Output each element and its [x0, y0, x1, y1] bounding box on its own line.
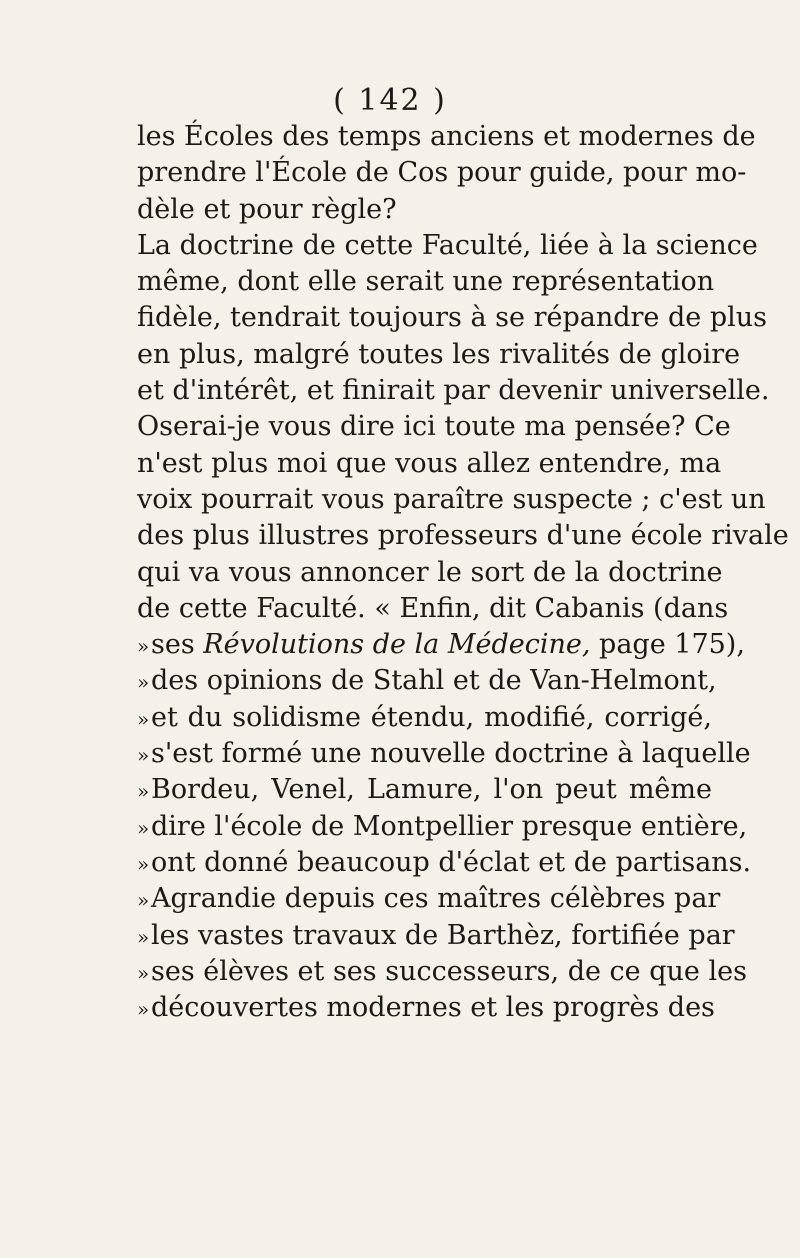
- quote-line: [137, 881, 721, 917]
- quote-line: [137, 954, 747, 990]
- text-line: en plus, malgré toutes les rivalités de gloire: [137, 338, 741, 370]
- text-line: fidèle, tendrait toujours à se répandre de plus: [137, 302, 767, 334]
- quote-line: [137, 663, 717, 699]
- quote-text: s'est formé une nouvelle doctrine à laquelle: [151, 738, 751, 770]
- quote-mark: »: [137, 779, 150, 804]
- quote-mark: »: [137, 888, 150, 913]
- quote-mark: »: [137, 997, 150, 1022]
- quote-line: [137, 990, 715, 1026]
- quote-text: ses élèves et ses successeurs, de ce que les: [151, 955, 747, 987]
- quote-text: des opinions de Stahl et de Van-Helmont,: [151, 665, 717, 697]
- quote-line: [137, 845, 752, 881]
- quote-text: les vastes travaux de Barthèz, fortifiée par: [151, 919, 735, 951]
- page-number: ( 142 ): [333, 83, 447, 118]
- quote-text: Bordeu, Venel, Lamure, l'on peut même: [151, 774, 712, 806]
- quote-mark: »: [137, 851, 150, 876]
- quote-line: [137, 772, 712, 808]
- text-line: qui va vous annoncer le sort de la doctrine: [137, 556, 723, 588]
- quote-text: découvertes modernes et les progrès des: [151, 992, 715, 1024]
- quote-line: [137, 809, 748, 845]
- quote-mark: »: [137, 960, 150, 985]
- text-line: les Écoles des temps anciens et modernes de: [137, 121, 756, 152]
- text-line: La doctrine de cette Faculté, liée à la science: [137, 229, 758, 261]
- text-line: prendre l'École de Cos pour guide, pour mo-: [137, 157, 747, 189]
- body-text: [137, 119, 789, 1026]
- text-line: même, dont elle serait une représentation: [137, 266, 715, 298]
- quote-line: [137, 627, 745, 663]
- quote-text: ont donné beaucoup d'éclat et de partisans.: [151, 846, 752, 878]
- quote-mark: »: [137, 924, 150, 949]
- quote-line: [137, 736, 751, 772]
- quote-suffix: page 175),: [590, 629, 745, 661]
- quote-text: et du solidisme étendu, modifié, corrigé,: [151, 701, 712, 733]
- book-title: Révolutions de la Médecine,: [203, 629, 591, 661]
- text-line: voix pourrait vous paraître suspecte ; c'est un: [137, 483, 766, 515]
- text-line: des plus illustres professeurs d'une école rivale: [137, 520, 789, 552]
- quote-line: [137, 918, 735, 954]
- quote-mark: »: [137, 743, 150, 768]
- quote-text: Agrandie depuis ces maîtres célèbres par: [151, 883, 721, 915]
- quote-mark: »: [137, 634, 150, 659]
- quote-line: [137, 700, 712, 736]
- text-line: et d'intérêt, et finirait par devenir universelle.: [137, 375, 770, 407]
- quote-mark: »: [137, 670, 150, 695]
- text-line: Oserai-je vous dire ici toute ma pensée? Ce: [137, 411, 731, 443]
- quote-mark: »: [137, 706, 150, 731]
- quote-mark: »: [137, 815, 150, 840]
- text-line: dèle et pour règle?: [137, 193, 397, 225]
- text-line: n'est plus moi que vous allez entendre, ma: [137, 447, 722, 479]
- quote-text: dire l'école de Montpellier presque entière,: [151, 810, 748, 842]
- quote-prefix: ses: [151, 629, 204, 661]
- text-line: de cette Faculté. « Enfin, dit Cabanis (dans: [137, 592, 729, 624]
